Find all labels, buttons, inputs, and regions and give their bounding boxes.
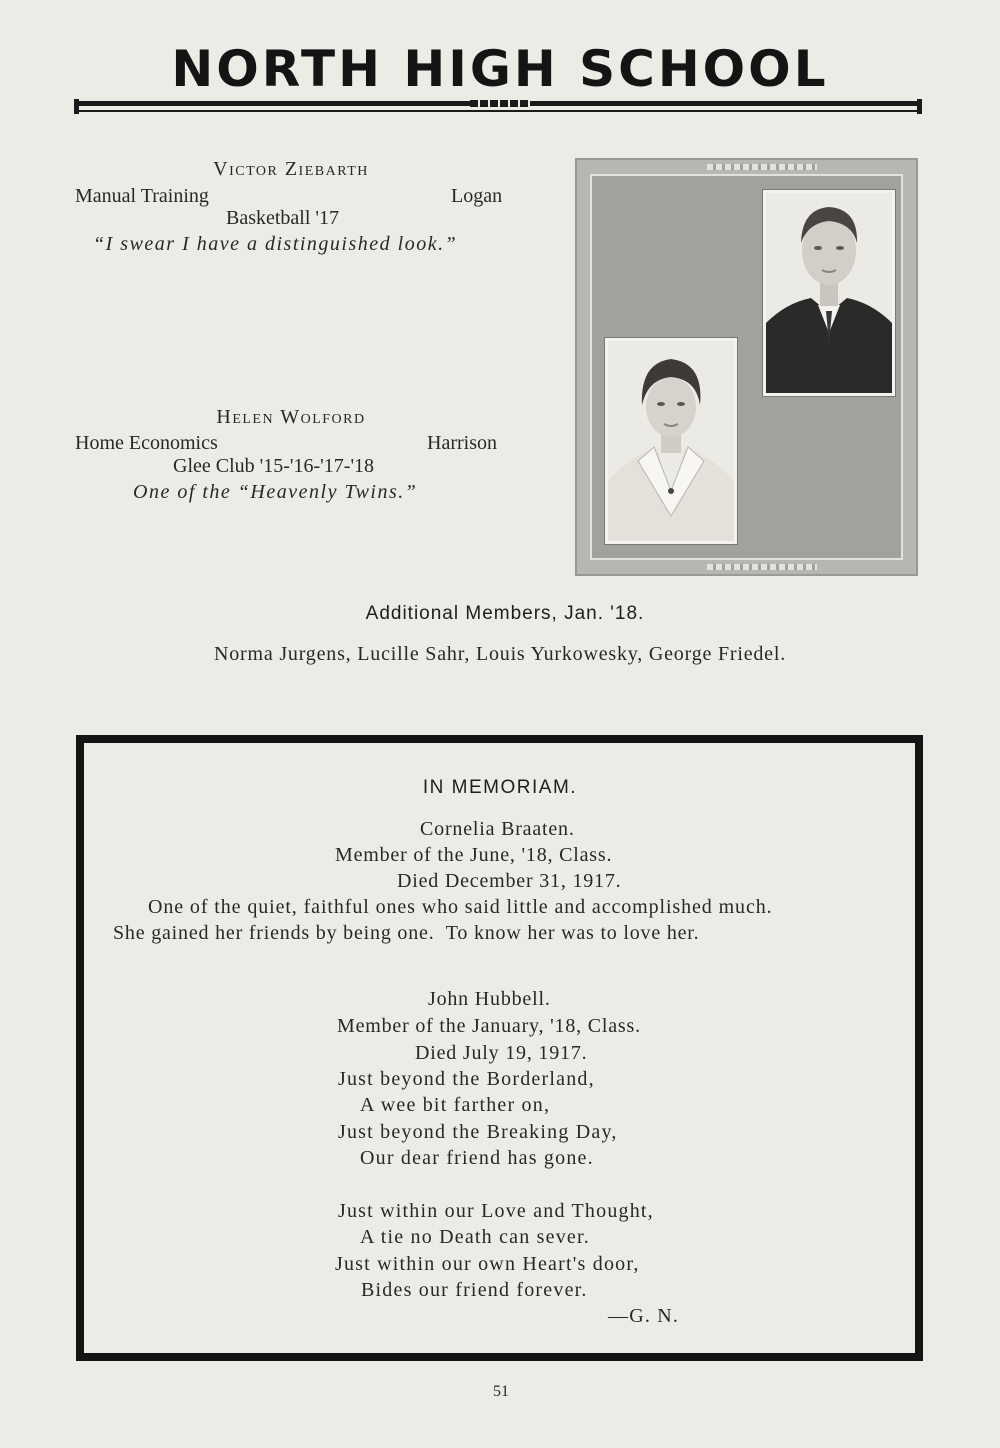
memoriam-died: Died July 19, 1917. [415,1042,588,1064]
header-rule-thin [76,110,921,112]
panel-ornament-top [707,164,817,170]
student-activities: Basketball '17 [226,207,340,229]
additional-members-heading: Additional Members, Jan. '18. [365,603,645,624]
student-school: Harrison [427,432,497,454]
header-rule-end-left [74,99,79,114]
portrait-panel [575,158,918,576]
header-rule-end-right [917,99,922,114]
memoriam-heading: IN MEMORIAM. [422,777,578,798]
memoriam-name: John Hubbell. [428,988,551,1010]
page-title: NORTH HIGH SCHOOL [171,40,829,98]
student-name: Victor Ziebarth [213,158,369,180]
poem-line: Just within our own Heart's door, [335,1253,640,1275]
additional-members-list: Norma Jurgens, Lucille Sahr, Louis Yurkowesky, George Friedel. [213,643,787,665]
poem-line: A tie no Death can sever. [360,1226,590,1248]
portrait-man-image [766,193,892,393]
poem-line: Just beyond the Breaking Day, [338,1121,618,1143]
header-rule-ornament [470,100,530,107]
poem-line: Bides our friend forever. [361,1279,588,1301]
memoriam-class: Member of the January, '18, Class. [337,1015,641,1037]
panel-ornament-bottom [707,564,817,570]
poem-line: Our dear friend has gone. [360,1147,594,1169]
memoriam-died: Died December 31, 1917. [397,870,622,892]
poem-line: Just beyond the Borderland, [338,1068,595,1090]
memoriam-tribute-line: She gained her friends by being one. To know her was to love her. [113,922,700,944]
portrait-photo-man [763,190,895,396]
portrait-woman-image [608,341,734,541]
student-quote: One of the “Heavenly Twins.” [133,481,418,503]
memoriam-tribute-line: One of the quiet, faithful ones who said little and accomplished much. [148,896,773,918]
student-school: Logan [451,185,503,207]
student-name: Helen Wolford [216,406,366,428]
portrait-photo-woman [605,338,737,544]
student-quote: “I swear I have a distinguished look.” [93,233,458,255]
student-course: Home Economics [75,432,218,454]
poem-line: A wee bit farther on, [360,1094,551,1116]
poem-signature: —G. N. [608,1305,680,1327]
page-number: 51 [493,1383,509,1400]
memoriam-class: Member of the June, '18, Class. [335,844,613,866]
student-activities: Glee Club '15-'16-'17-'18 [173,455,375,477]
student-course: Manual Training [75,185,209,207]
memoriam-name: Cornelia Braaten. [420,818,575,840]
poem-line: Just within our Love and Thought, [338,1200,654,1222]
